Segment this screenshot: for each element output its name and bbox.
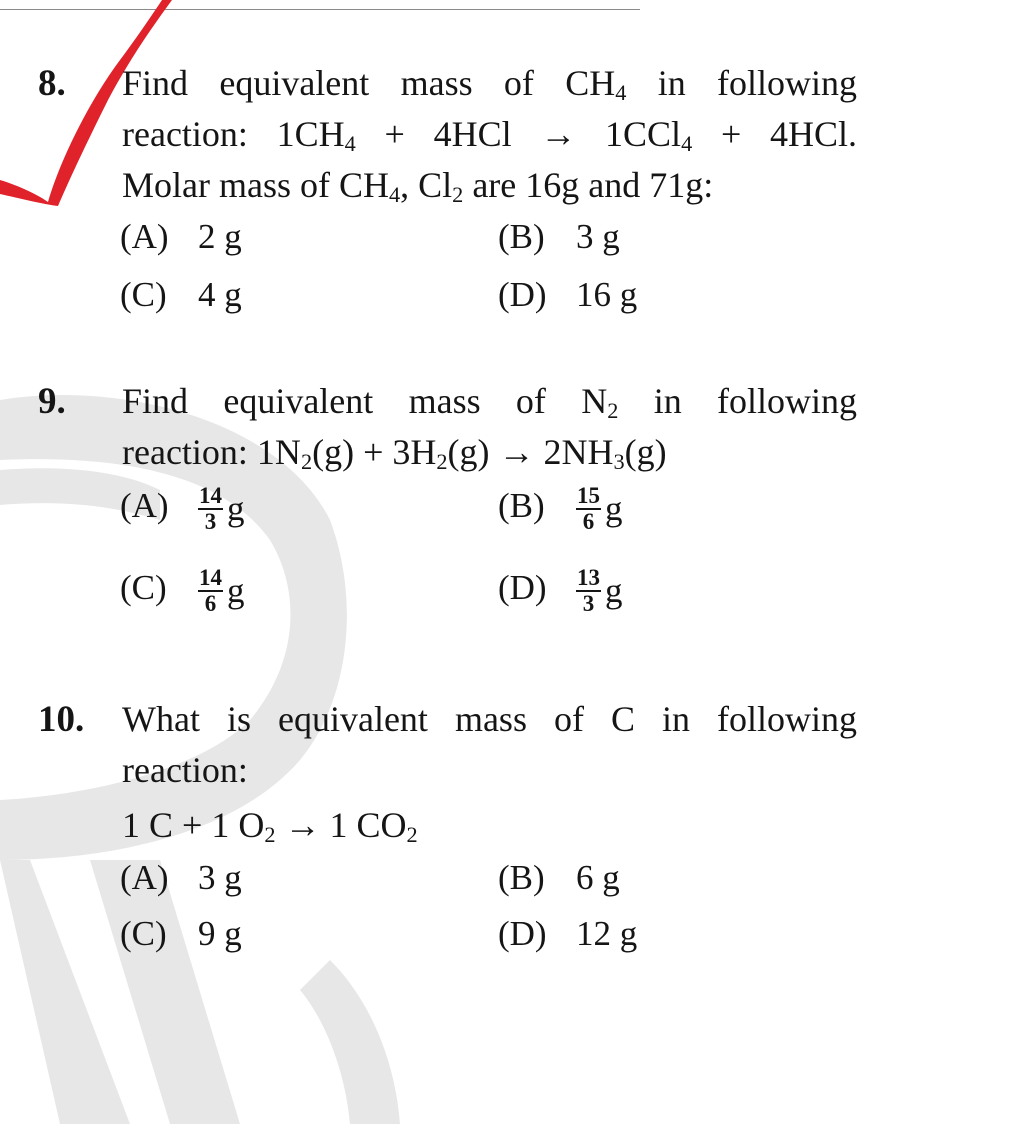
question-line: Find equivalent mass of $CH_4$ in following (122, 63, 857, 105)
option-b[interactable]: (B) $\frac{15}{6}$ g (498, 483, 623, 534)
question-line: Find equivalent mass of $N_2$ in following (122, 381, 857, 423)
option-b[interactable]: (B) 6 g (498, 858, 620, 897)
option-d[interactable]: (D) 16 g (498, 275, 638, 314)
question-line: reaction: $1N_2(g) + 3H_2(g) \to 2NH_3(g)$ (122, 432, 667, 474)
question-line: Molar mass of $CH_4$, $Cl_2$ are 16g and 71g: (122, 165, 714, 207)
question-text (122, 694, 857, 851)
question-number: 10. (38, 699, 85, 740)
question-line: 1 C + 1 $O_2 \to 1$ $CO_2$ (122, 805, 418, 847)
option-c[interactable]: (C) $\frac{14}{6}$ g (120, 565, 245, 616)
option-d[interactable]: (D) 12 g (498, 914, 638, 953)
option-a[interactable]: (A) 3 g (120, 858, 242, 897)
option-c[interactable]: (C) 9 g (120, 914, 242, 953)
option-a[interactable]: (A) 2 g (120, 217, 242, 256)
question-text (122, 58, 857, 211)
option-d[interactable]: (D) $\frac{13}{3}$ g (498, 565, 623, 616)
fraction: $\frac{15}{6}$ (577, 483, 600, 534)
fraction: $\frac{13}{3}$ (577, 565, 600, 616)
option-b[interactable]: (B) 3 g (498, 217, 620, 256)
question-line: What is equivalent mass of C in following (122, 699, 857, 739)
question-number: 8. (38, 63, 66, 104)
question-line: reaction: (122, 750, 248, 790)
question-line: reaction: $1CH_4 + 4HCl \to 1CCl_4 + 4HCl$. (122, 114, 857, 156)
option-a[interactable]: (A) $\frac{14}{3}$ g (120, 483, 245, 534)
option-c[interactable]: (C) 4 g (120, 275, 242, 314)
question-number: 9. (38, 381, 66, 422)
question-text (122, 376, 857, 478)
fraction: $\frac{14}{3}$ (199, 483, 222, 534)
fraction: $\frac{14}{6}$ (199, 565, 222, 616)
